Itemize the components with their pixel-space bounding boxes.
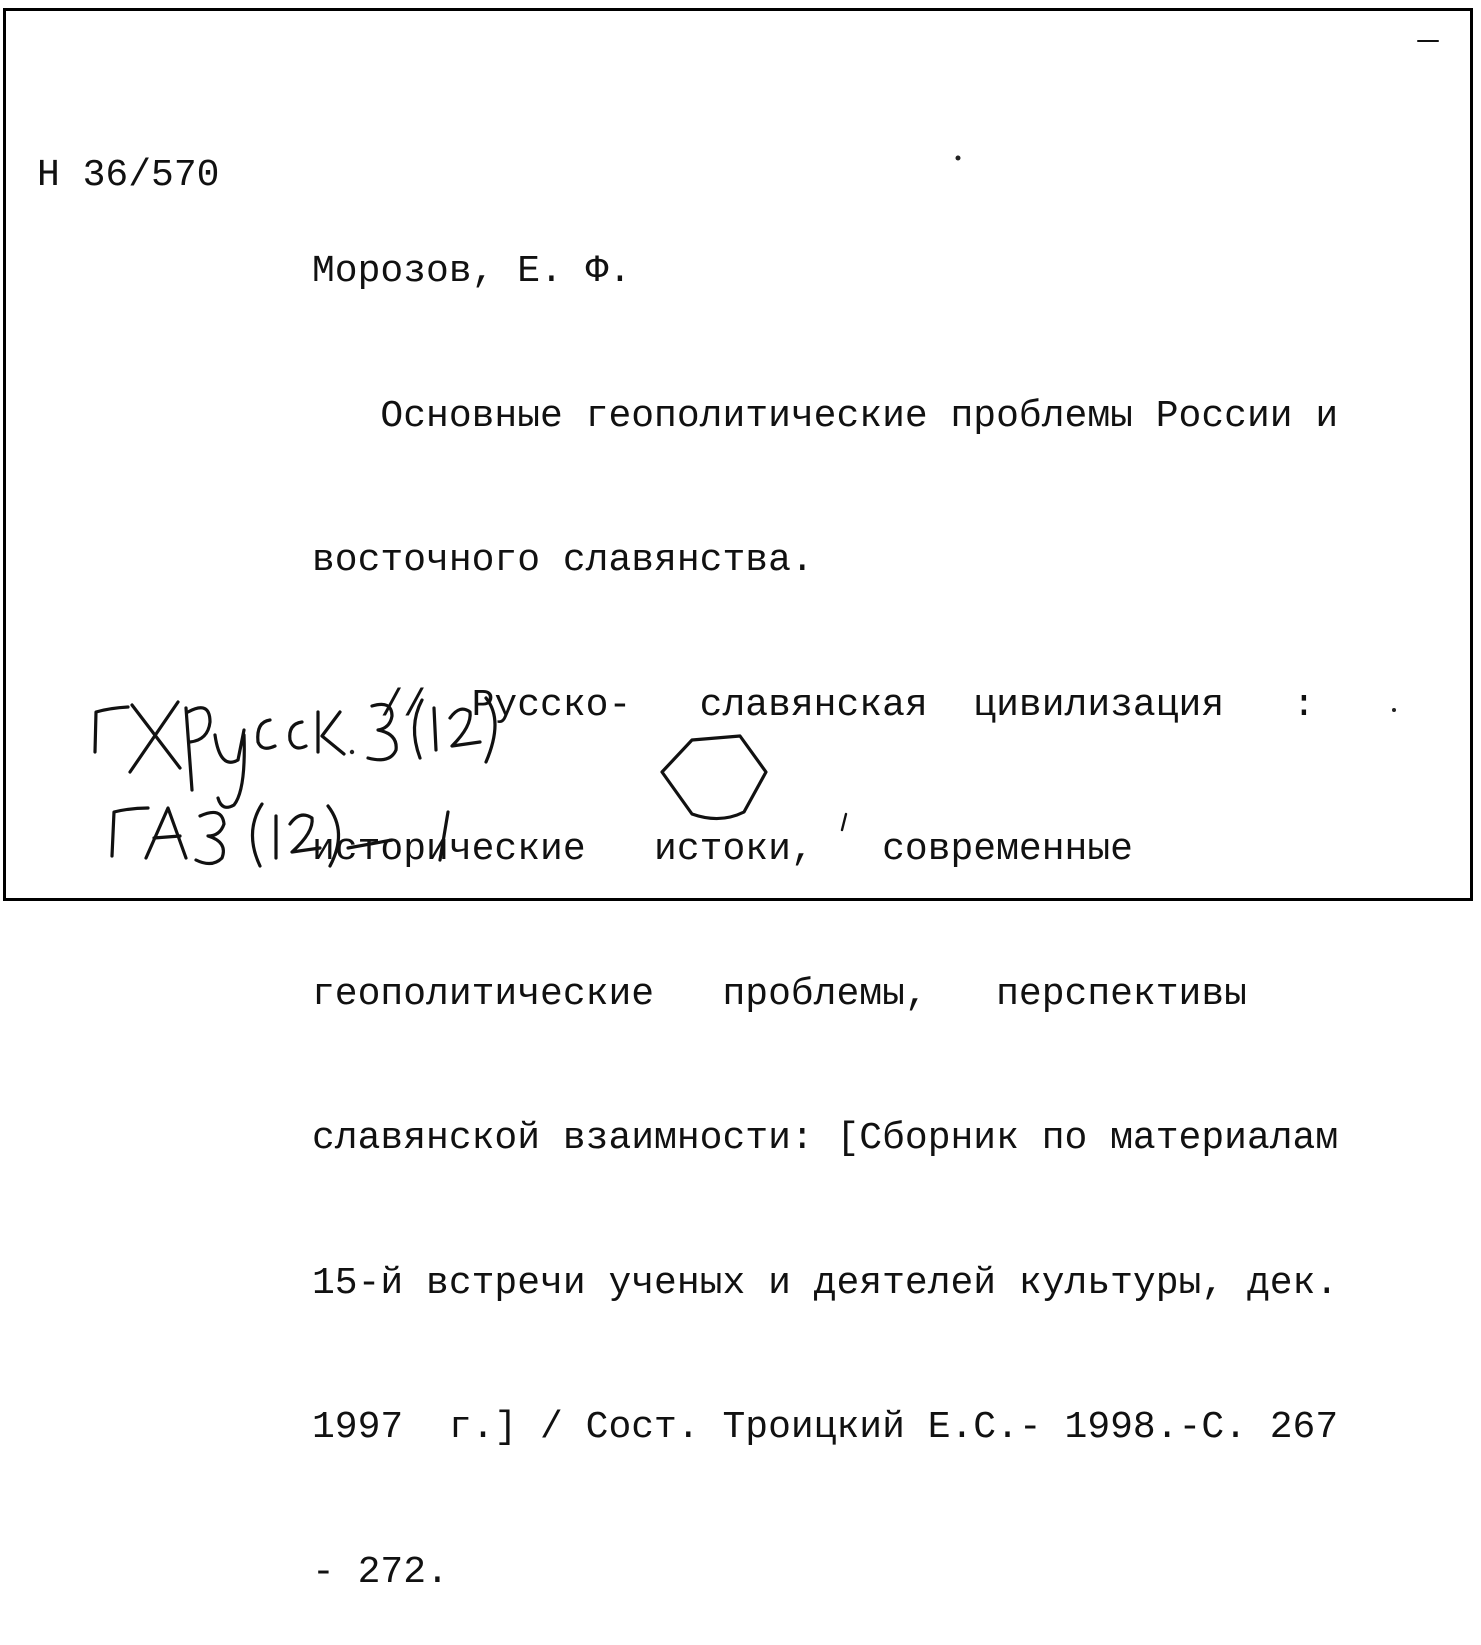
record-line: геополитические проблемы, перспективы [312, 972, 1247, 1016]
record-line: - 272. [312, 1550, 449, 1594]
record-line: восточного славянства. [312, 539, 814, 582]
record-line: Основные геополитические проблемы России и [312, 394, 1339, 438]
bibliographic-record [312, 152, 1338, 1645]
record-line: исторические истоки, современные [312, 828, 1133, 871]
shelfmark: Н 36/570 [37, 154, 220, 197]
record-line: славянской взаимности: [Сборник по материалам [312, 1117, 1339, 1160]
author-line: Морозов, Е. Ф. [312, 250, 632, 293]
record-line: 15-й встречи ученых и деятелей культуры, дек. [312, 1261, 1339, 1305]
record-line: // Русско- славянская цивилизация : [312, 683, 1316, 727]
record-line: 1997 г.] / Сост. Троицкий Е.С.- 1998.-С. 267 [312, 1406, 1339, 1449]
